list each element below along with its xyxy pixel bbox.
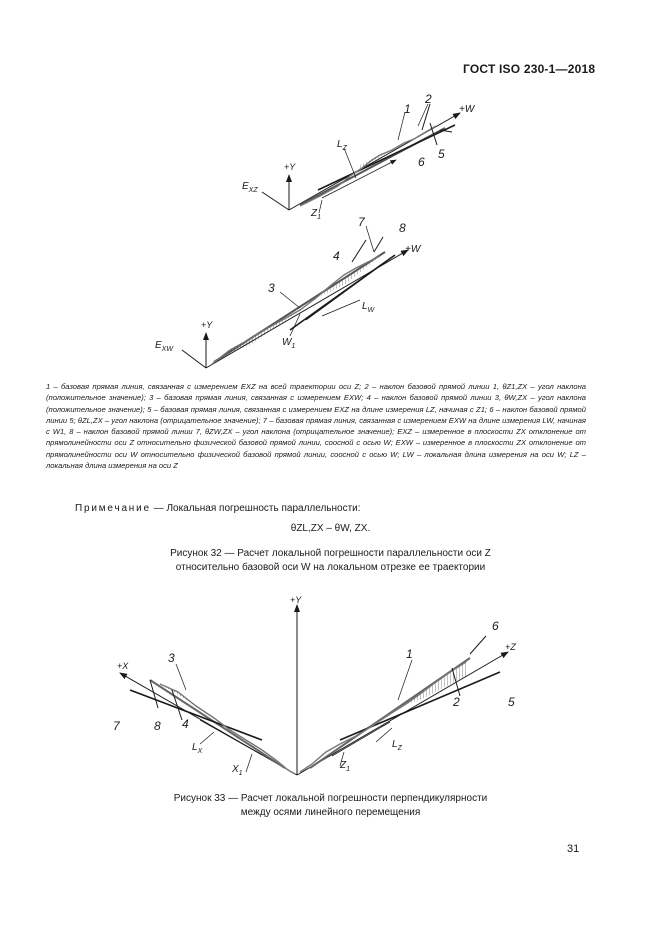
reference-line-7 bbox=[130, 690, 262, 740]
exw-sub: XW bbox=[161, 346, 173, 353]
x1-sub: 1 bbox=[238, 770, 243, 777]
slope-line-6 bbox=[470, 636, 486, 654]
hatched-area-right bbox=[316, 256, 380, 298]
exz-axis-line bbox=[262, 192, 289, 210]
figure32-legend: 1 – базовая прямая линия, связанная с измерением EXZ на всей траектории оси Z; 2 – наклон базовой прямой линии 1, θZ1,ZX – угол наклона (положительное значение); 3 – базовая прямая линия, связанная с измерением EXW; 4 – наклон базовой прямой линии 3, θW,ZX – угол наклона (положительное значение); 5 – базовая прямая линия, связанная с измерением EXZ на длине измерения LZ, начиная с Z1; 6 – наклон базовой прямой линии 5; θZL,ZX – угол наклона (отрицательное значение); 7 – базовая прямая линия, связанная с измерением EXW на длине измерения LW, начиная с W1, 8 – наклон базовой прямой линии 7, θZW,ZX – угол наклона (отрицательное значение); EXZ – измеренное в плоскости ZX отклонение от прямолинейности оси Z относительно физической базовой прямой линии, соосной с осью W; EXW – измеренное в плоскости ZX отклонение от прямолинейности оси W относительно физической базовой прямой линии, соосной с осью W; LW – локальная длина измерения на оси W; LZ – локальная длина измерения на оси Z bbox=[46, 382, 586, 471]
label-w1 bbox=[282, 337, 295, 350]
label-x-axis: +X bbox=[117, 661, 129, 671]
exw-main: E bbox=[155, 340, 162, 351]
w1-main: W bbox=[282, 337, 292, 348]
slope-line-4 bbox=[352, 240, 366, 262]
lz-main: L bbox=[337, 139, 343, 150]
standard-id: ГОСТ ISO 230-1—2018 bbox=[463, 62, 596, 76]
leader-3 bbox=[176, 664, 186, 690]
label-y-axis: +Y bbox=[290, 595, 302, 605]
label-4: 4 bbox=[333, 249, 340, 263]
leader-lx bbox=[200, 732, 214, 744]
label-x1 bbox=[231, 764, 243, 777]
exz-sub: XZ bbox=[248, 187, 258, 194]
label-z1 bbox=[339, 760, 350, 773]
label-1: 1 bbox=[404, 102, 411, 116]
w1-sub: 1 bbox=[291, 343, 296, 350]
figure32-caption-line1: Рисунок 32 — Расчет локальной погрешности параллельности оси Z bbox=[170, 548, 491, 559]
note-text: — Локальная погрешность параллельности: bbox=[150, 503, 361, 514]
figure32-bottom-diagram bbox=[155, 215, 422, 368]
z1-sub: 1 bbox=[317, 214, 322, 221]
note bbox=[75, 503, 361, 514]
label-2: 2 bbox=[453, 695, 460, 709]
label-6: 6 bbox=[492, 619, 499, 633]
slope-line-8 bbox=[374, 237, 383, 252]
leader-lz bbox=[344, 148, 356, 178]
label-4: 4 bbox=[182, 717, 189, 731]
exw-axis-line bbox=[182, 350, 206, 368]
label-y-axis: +Y bbox=[284, 162, 296, 172]
label-lx bbox=[192, 742, 203, 755]
lw-main: L bbox=[362, 301, 368, 312]
hatched-area-left bbox=[220, 310, 300, 356]
figure33-caption-line2: между осями линейного перемещения bbox=[240, 807, 421, 818]
lw-sub: W bbox=[367, 307, 375, 314]
label-w-axis: +W bbox=[405, 244, 421, 255]
label-y-axis: +Y bbox=[201, 320, 213, 330]
lz-sub: Z bbox=[342, 145, 347, 152]
label-8: 8 bbox=[154, 719, 161, 733]
label-1: 1 bbox=[406, 647, 413, 661]
lz-sub: Z bbox=[397, 745, 402, 752]
label-7: 7 bbox=[358, 215, 365, 229]
label-5: 5 bbox=[508, 695, 515, 709]
figure33-caption-line1: Рисунок 33 — Расчет локальной погрешности перпендикулярности bbox=[173, 793, 488, 804]
lx-sub: X bbox=[197, 748, 203, 755]
exz-main: E bbox=[242, 181, 249, 192]
z1-main: Z bbox=[340, 760, 347, 771]
label-2: 2 bbox=[425, 92, 432, 106]
label-lz bbox=[392, 739, 403, 752]
leader-x1 bbox=[246, 754, 252, 772]
label-lz bbox=[337, 139, 348, 152]
figure33-diagram bbox=[113, 595, 516, 777]
lz-dimension bbox=[322, 160, 396, 198]
label-6: 6 bbox=[418, 155, 425, 169]
x1-main: X bbox=[232, 764, 239, 775]
label-5: 5 bbox=[438, 147, 445, 161]
reference-line-5 bbox=[318, 125, 455, 190]
lx-main: L bbox=[192, 742, 198, 753]
label-3: 3 bbox=[268, 281, 275, 295]
figure32-caption bbox=[0, 547, 661, 575]
lz-main: L bbox=[392, 739, 398, 750]
leader-z1 bbox=[319, 200, 322, 213]
label-w-axis: +W bbox=[459, 104, 475, 115]
leader-3 bbox=[280, 292, 300, 308]
formula: θZL,ZX – θW, ZX. bbox=[290, 523, 371, 534]
note-label: Примечание bbox=[75, 503, 151, 514]
z1-main: Z bbox=[311, 208, 318, 219]
label-exz bbox=[242, 181, 258, 194]
lx-dimension bbox=[200, 720, 262, 755]
reference-line-5 bbox=[340, 672, 500, 740]
z1-sub: 1 bbox=[346, 766, 351, 773]
leader-w1 bbox=[290, 314, 300, 336]
leader-1 bbox=[398, 112, 405, 140]
label-7: 7 bbox=[113, 719, 120, 733]
figure32-caption-line2: относительно базовой оси W на локальном отрезке ее траектории bbox=[175, 562, 486, 573]
label-3: 3 bbox=[168, 651, 175, 665]
leader-1 bbox=[398, 660, 412, 700]
label-lw bbox=[362, 301, 376, 314]
reference-line-3 bbox=[150, 680, 285, 768]
label-z-axis: +Z bbox=[505, 642, 516, 652]
label-exw bbox=[155, 340, 174, 353]
figure32-top-diagram bbox=[242, 92, 476, 221]
leader-lz bbox=[376, 728, 392, 742]
page-number: 31 bbox=[567, 843, 580, 855]
leader-7 bbox=[366, 226, 374, 252]
label-8: 8 bbox=[399, 221, 406, 235]
figure33-caption bbox=[0, 792, 661, 820]
